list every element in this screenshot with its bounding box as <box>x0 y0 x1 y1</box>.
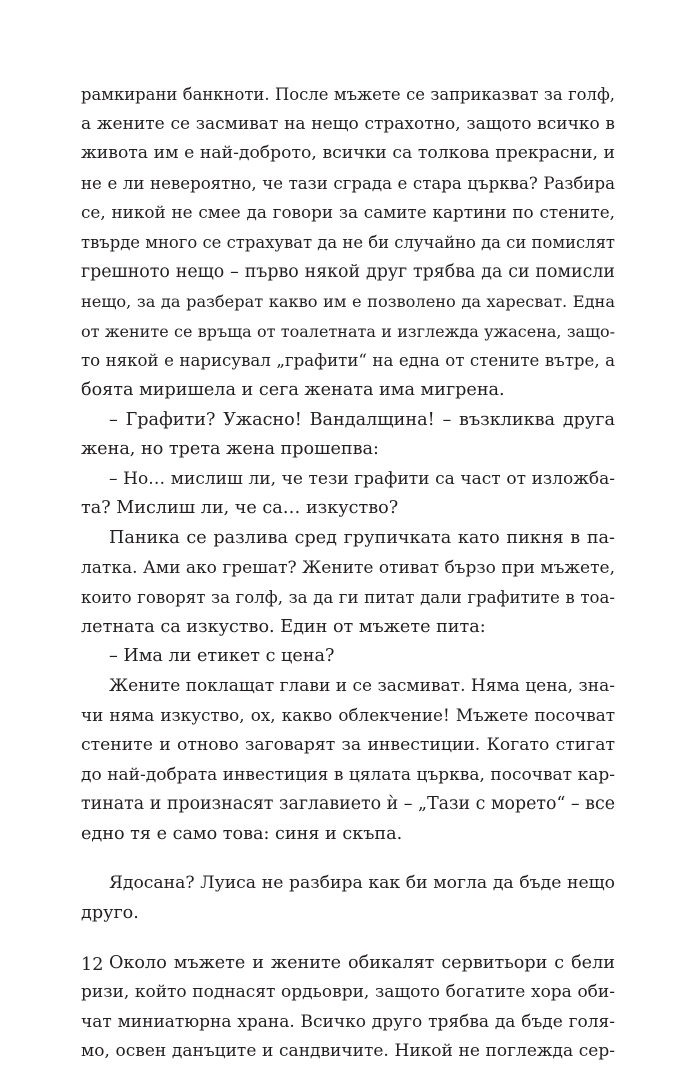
paragraph <box>81 524 615 642</box>
text-line: ризи, който поднасят ордьоври, защото богатите хора оби- <box>81 982 615 1003</box>
paragraph <box>81 80 615 406</box>
paragraph-gap <box>81 929 615 949</box>
text-line: жена, но трета жена прошепва: <box>81 439 379 460</box>
paragraph <box>81 672 615 850</box>
text-line: боята миришела и сега жената има мигрена. <box>81 379 505 400</box>
text-line: твърде много се страхуват да не би случайно да си помислят <box>81 232 615 252</box>
text-line: се, никой не смее да говори за самите картини по стените, <box>81 202 615 223</box>
text-line: Около мъжете и жените обикалят сервитьори с бели <box>109 952 615 973</box>
page-body <box>81 80 615 1067</box>
paragraph <box>81 406 615 465</box>
text-line: мо, освен данъците и сандвичите. Никой не поглежда сер- <box>81 1041 615 1062</box>
text-line: та? Мислиш ли, че са… изкуство? <box>81 498 399 519</box>
text-line: Жените поклащат глави и се засмиват. Няма цена, зна- <box>109 675 615 696</box>
text-line: грешното нещо – първо някой друг трябва да си помисли <box>81 261 615 282</box>
text-line: то някой е нарисувал „графити“ на една от стените вътре, а <box>81 351 615 371</box>
text-line: чат миниатюрна храна. Всичко друго трябва да бъде голя- <box>81 1011 615 1032</box>
paragraph-gap <box>81 849 615 869</box>
text-line: – Но… мислиш ли, че тези графити са част от изложба- <box>109 468 615 489</box>
text-line: чи няма изкуство, ох, какво облекчение! Мъжете посочват <box>81 705 615 726</box>
text-line: друго. <box>81 903 139 924</box>
paragraph <box>81 642 615 672</box>
paragraph <box>81 465 615 524</box>
text-line: – Графити? Ужасно! Вандалщина! – възкликва друга <box>109 409 615 430</box>
text-line: тината и произнасят заглавието ѝ – „Тази с морето“ – все <box>81 794 615 815</box>
text-line: Паника се разлива сред групичката като пикня в па- <box>109 527 615 548</box>
text-line: не е ли невероятно, че тази сграда е стара църква? Разбира <box>81 173 615 193</box>
text-line: стените и отново заговарят за инвестиции. Когато стигат <box>81 735 615 756</box>
paragraph <box>81 949 615 1067</box>
text-line: а жените се засмиват на нещо страхотно, защото всичко в <box>81 113 615 134</box>
text-line: едно тя е само това: синя и скъпа. <box>81 823 403 844</box>
text-line: които говорят за голф, за да ги питат дали графитите в тоа- <box>81 588 615 608</box>
text-line: до най-добрата инвестиция в цялата църква, посочват кар- <box>81 764 615 785</box>
text-line: Ядосана? Луиса не разбира как би могла да бъде нещо <box>109 873 615 894</box>
text-line: живота им е най-доброто, всички са толкова прекрасни, и <box>81 143 615 164</box>
text-line: от жените се връща от тоалетната и изглежда ужасена, защо- <box>81 321 615 341</box>
text-line: латка. Ами ако грешат? Жените отиват бързо при мъжете, <box>81 557 615 578</box>
text-line: – Има ли етикет с цена? <box>109 646 335 667</box>
text-line: нещо, за да разберат какво им е позволено да харесват. Една <box>81 292 615 312</box>
paragraph <box>81 869 615 928</box>
text-line: рамкирани банкноти. После мъжете се заприказват за голф, <box>81 85 615 104</box>
text-line: летната са изкуство. Един от мъжете пита: <box>81 616 486 637</box>
page-number: 12 <box>81 955 104 975</box>
